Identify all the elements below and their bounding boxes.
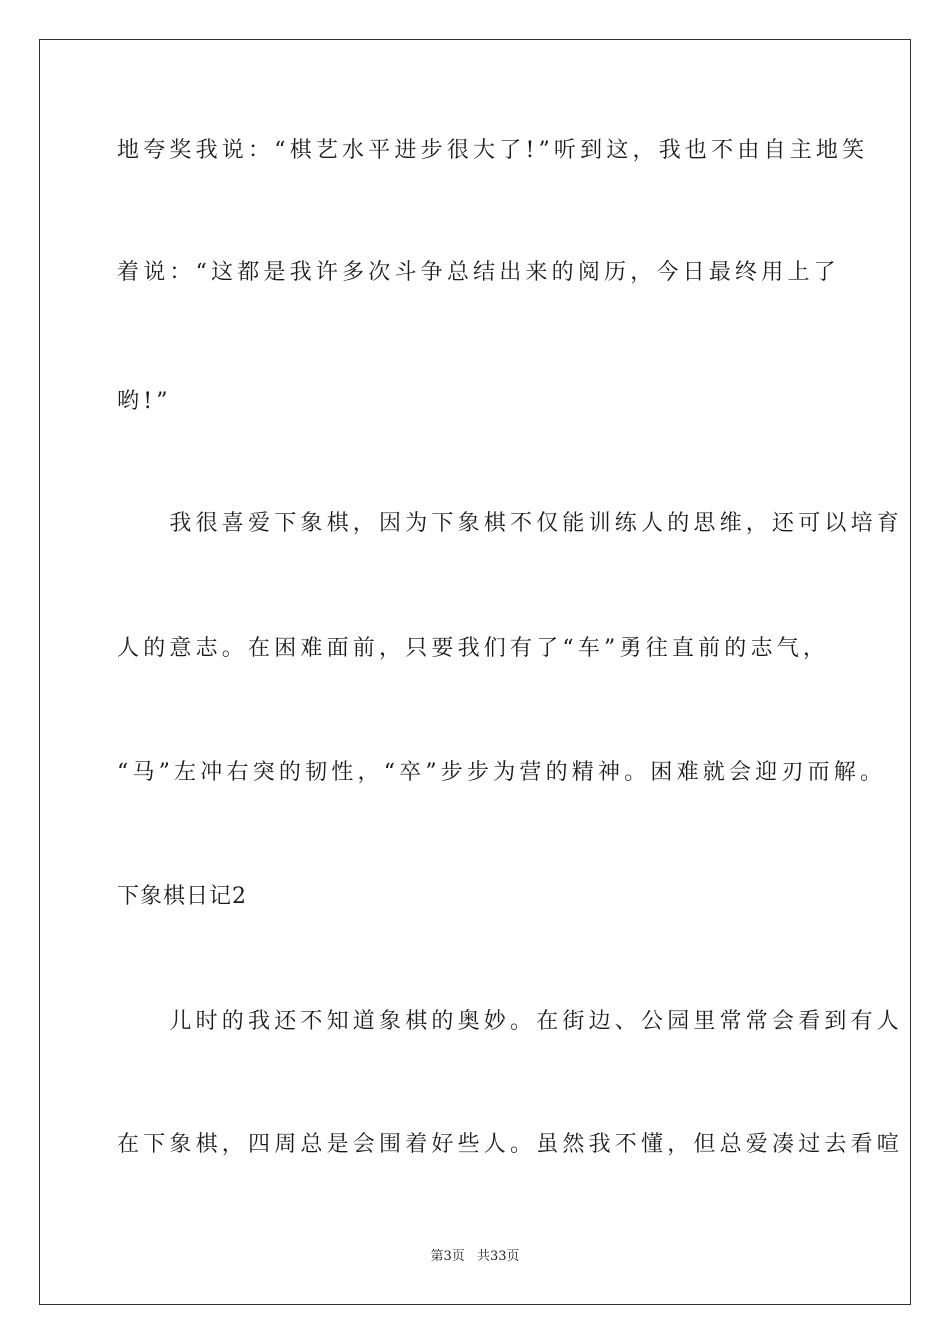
page-border (39, 39, 911, 1305)
body-line-4: 我很喜爱下象棋，因为下象棋不仅能训练人的思维，还可以培育 (117, 511, 904, 536)
page-footer (0, 1248, 950, 1266)
body-line-1: 地夸奖我说：“棋艺水平进步很大了!”听到这，我也不由自主地笑 (117, 138, 869, 163)
body-line-3: 哟!” (117, 389, 172, 414)
page-total: 共33页 (476, 1249, 520, 1264)
page-number: 第3页 (430, 1249, 465, 1264)
body-line-7: 儿时的我还不知道象棋的奥妙。在街边、公园里常常会看到有人 (117, 1009, 904, 1034)
section-heading: 下象棋日记2 (117, 884, 247, 909)
body-line-6: “马”左冲右突的韧性，“卒”步步为营的精神。困难就会迎刃而解。 (117, 760, 887, 785)
body-line-2: 着说：“这都是我许多次斗争总结出来的阅历，今日最终用上了 (117, 260, 840, 285)
body-line-5: 人的意志。在困难面前，只要我们有了“车”勇往直前的志气， (117, 636, 830, 661)
body-line-8: 在下象棋，四周总是会围着好些人。虽然我不懂，但总爱凑过去看喧 (117, 1132, 904, 1157)
